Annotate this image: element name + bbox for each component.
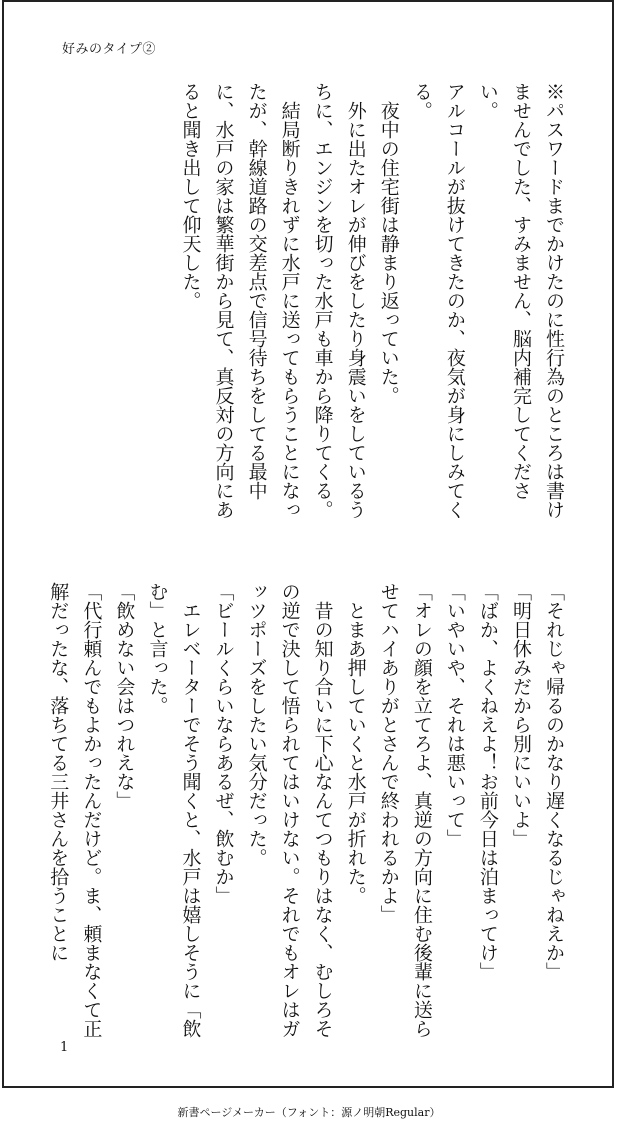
manuscript-page — [2, 0, 614, 1088]
paragraph: 「ビールくらいならあるぜ、飲むか」 — [212, 582, 235, 905]
text-block-bottom — [41, 582, 570, 1044]
footer-credit: 新書ページメーカー（フォント：源ノ明朝Regular） — [177, 1106, 441, 1119]
paragraph: 結局断りきれずに水戸に送ってもらうことになったが、幹線道路の交差点で信号待ちをしてる最中に、水戸の家は繁華街から見て、真反対の方向にあると聞き出して仰天した。 — [179, 82, 301, 519]
paragraph: 「いやいや、それは悪いって」 — [443, 582, 466, 848]
running-title: 好みのタイプ② — [62, 42, 156, 57]
paragraph: 「ばか、よくねえよ！お前今日は泊まってけ」 — [476, 582, 499, 981]
paragraph: 「代行頼んでもよかったんだけど。ま、頼まなくて正解だったな、落ちてる三井さんを拾うことに — [47, 582, 103, 1038]
paragraph: ※パスワードまでかけたのに性行為のところは書けませんでした、すみません、脳内補完してください。 — [476, 82, 565, 519]
text-block-top — [173, 82, 570, 532]
paragraph: 夜中の住宅街は静まり返っていた。 — [377, 82, 400, 405]
paragraph: アルコールが抜けてきたのか、夜気が身にしみてくる。 — [410, 82, 466, 519]
paragraph: 昔の知り合いに下心なんてつもりはなく、むしろその逆で決して悟られてはいけない。それでもオレはガッツポーズをしたい気分だった。 — [245, 582, 334, 1038]
paragraph: 「オレの顔を立てろよ、真逆の方向に住む後輩に送らせてハイありがとさんで終われるかよ」 — [377, 582, 433, 1038]
paragraph: とまあ押していくと水戸が折れた。 — [344, 582, 367, 905]
paragraph: 「明日休みだから別にいいよ」 — [509, 582, 532, 848]
paragraph: エレベーターでそう聞くと、水戸は嬉しそうに「飲む」と言った。 — [146, 582, 202, 1038]
paragraph: 「それじゃ帰るのかなり遅くなるじゃねえか」 — [543, 582, 565, 981]
paragraph: 「飲めない会はつれえな」 — [113, 582, 136, 810]
paragraph: 外に出たオレが伸びをしたり身震いをしているうちに、エンジンを切った水戸も車から降りてくる。 — [311, 82, 367, 519]
page-number: 1 — [60, 1040, 69, 1055]
